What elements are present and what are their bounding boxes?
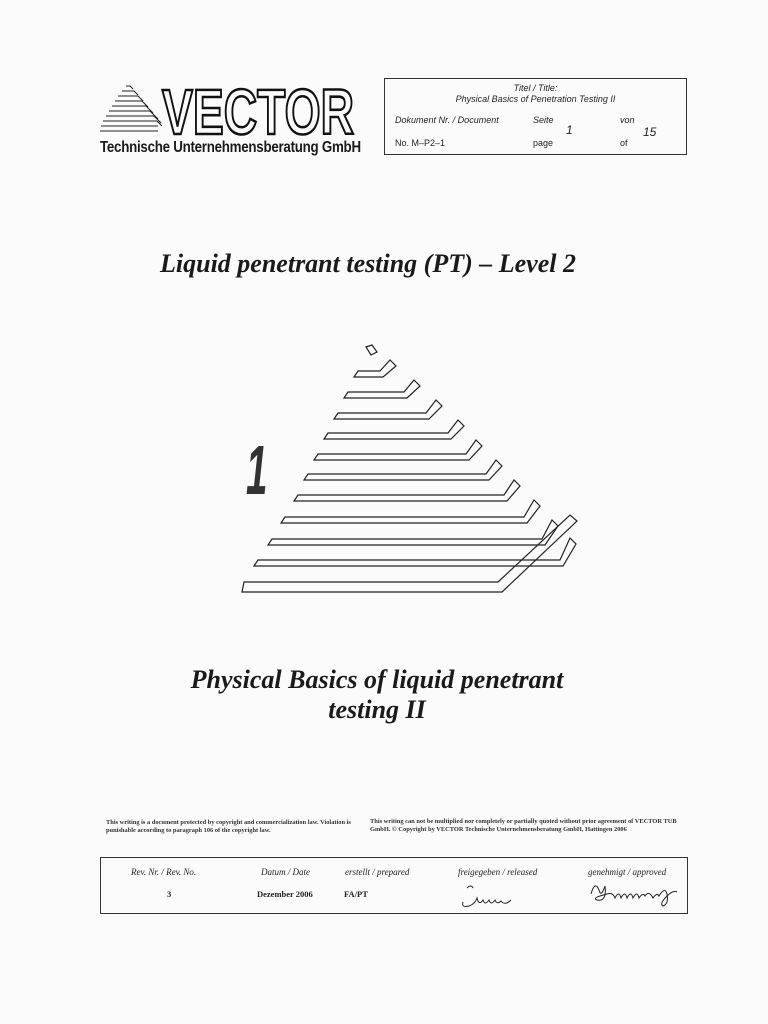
- title-label: Titel / Title:: [513, 83, 558, 93]
- prepared-header: erstellt / prepared: [345, 867, 410, 877]
- logo-wordmark: VECTOR: [162, 78, 354, 140]
- released-header: freigegeben / released: [458, 867, 538, 877]
- document-number-line: [395, 138, 445, 148]
- chapter-number: 1: [246, 431, 268, 509]
- total-label-de: von: [620, 115, 635, 125]
- main-title: Liquid penetrant testing (PT) – Level 2: [160, 249, 576, 278]
- document-label-en: No.: [395, 138, 410, 148]
- prepared-value: FA/PT: [344, 889, 368, 899]
- page-number: 1: [566, 123, 573, 137]
- page-label-de: Seite: [533, 115, 554, 125]
- pyramid-graphic: [230, 340, 590, 600]
- date-header: Datum / Date: [261, 867, 310, 877]
- subtitle: [0, 665, 761, 725]
- logo-pyramid-icon: [100, 86, 162, 131]
- copyright-note-right: This writing can not be multiplied nor completely or partially quoted without prior agreement of VECTOR TUB GmbH. © Copyright by VECTOR Technische Unternehmensberatung GmbH, Hattingen 2006: [370, 818, 677, 833]
- page-label-en: page: [533, 138, 554, 148]
- total-label-en: of: [620, 138, 628, 148]
- subtitle-line-1: Physical Basics of liquid penetrant: [190, 665, 564, 694]
- rev-no-header: Rev. Nr. / Rev. No.: [131, 867, 197, 877]
- approved-header: genehmigt / approved: [588, 867, 667, 877]
- date-value: Dezember 2006: [257, 889, 313, 899]
- document-number: M–P2–1: [411, 138, 446, 148]
- vector-logo: [98, 78, 358, 140]
- approved-signature: [587, 876, 683, 908]
- document-title-box: [384, 78, 687, 155]
- revision-table: [100, 857, 688, 914]
- copyright-note-left: This writing is a document protected by copyright and commercialization law. Violation is punishable according to paragraph 106 of the copyright law.: [106, 819, 351, 834]
- company-name: Technische Unternehmensberatung GmbH: [100, 139, 361, 156]
- document-label: Dokument Nr. / Document: [395, 115, 499, 125]
- title-value: Physical Basics of Penetration Testing II: [455, 94, 616, 104]
- subtitle-line-2: testing II: [328, 695, 426, 724]
- rev-no-value: 3: [167, 889, 172, 899]
- released-signature: [457, 880, 527, 910]
- total-pages: 15: [643, 125, 657, 139]
